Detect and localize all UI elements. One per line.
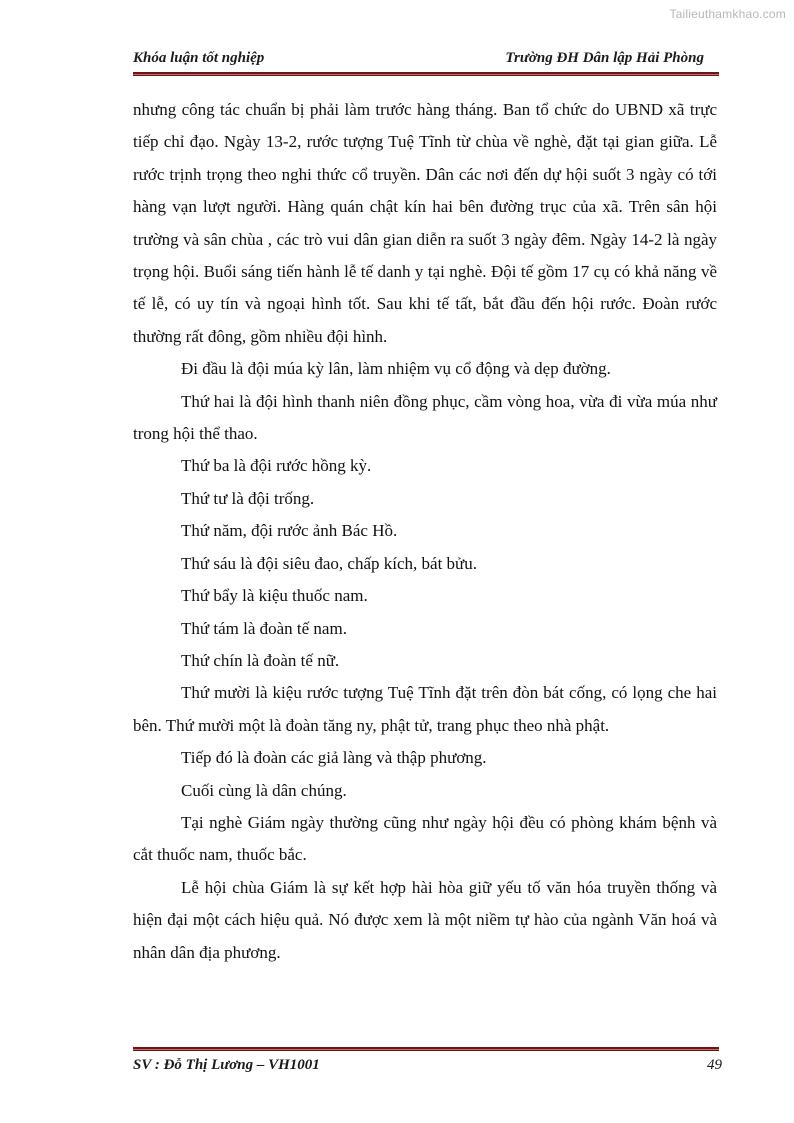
paragraph-6: Thứ năm, đội rước ảnh Bác Hồ. <box>181 521 398 541</box>
paragraph-11: Thứ mười là kiệu rước tượng Tuệ Tĩnh đặt trên đòn bát cống, có lọng che hai bên. Thứ mười một là đoàn tăng ny, phật tử, trang phục theo nhà phật. <box>133 683 717 735</box>
header-thesis-title: Khóa luận tốt nghiệp <box>133 50 265 66</box>
page-footer <box>133 1057 722 1074</box>
header-university: Trường ĐH Dân lập Hải Phòng <box>505 50 704 66</box>
page-number: 49 <box>707 1057 722 1073</box>
document-body <box>133 94 717 969</box>
paragraph-15: Lễ hội chùa Giám là sự kết hợp hài hòa giữ yếu tố văn hóa truyền thống và hiện đại một cách hiệu quả. Nó được xem là một niềm tự hào của ngành Văn hoá và nhân dân địa phương. <box>133 877 717 962</box>
paragraph-3: Thứ hai là đội hình thanh niên đồng phục, cầm vòng hoa, vừa đi vừa múa như trong hội thể thao. <box>133 391 717 444</box>
footer-divider <box>133 1047 719 1051</box>
paragraph-10: Thứ chín là đoàn tế nữ. <box>181 650 340 670</box>
paragraph-13: Cuối cùng là dân chúng. <box>181 780 347 800</box>
paragraph-4: Thứ ba là đội rước hồng kỳ. <box>181 456 372 476</box>
footer-author: SV : Đỗ Thị Lương – VH1001 <box>133 1057 320 1073</box>
paragraph-7: Thứ sáu là đội siêu đao, chấp kích, bát bửu. <box>181 553 478 573</box>
paragraph-8: Thứ bẩy là kiệu thuốc nam. <box>181 586 368 606</box>
watermark: Tailieuthamkhao.com <box>669 7 786 21</box>
page-header <box>133 50 704 67</box>
paragraph-5: Thứ tư là đội trống. <box>181 488 315 508</box>
paragraph-12: Tiếp đó là đoàn các giả làng và thập phương. <box>181 748 487 768</box>
paragraph-1: nhưng công tác chuẩn bị phải làm trước hàng tháng. Ban tổ chức do UBND xã trực tiếp chỉ đạo. Ngày 13-2, rước tượng Tuệ Tĩnh từ chùa về nghè, đặt tại gian giữa. Lễ rước trịnh trọng theo nghi thức cổ truyền. Dân các nơi đến dự hội suốt 3 ngày có tới hàng vạn lượt người. Hàng quán chật kín hai bên đường trục của xã. Trên sân hội trường và sân chùa , các trò vui dân gian diễn ra suốt 3 ngày đêm. Ngày 14-2 là ngày trọng hội. Buổi sáng tiến hành lễ tế danh y tại nghè. Đội tế gồm 17 cụ có khả năng về tế lễ, có uy tín và ngoại hình tốt. Sau khi tế tất, bắt đầu đến hội rước. Đoàn rước thường rất đông, gồm nhiều đội hình. <box>133 100 717 346</box>
header-divider <box>133 72 719 76</box>
paragraph-14: Tại nghè Giám ngày thường cũng như ngày hội đều có phòng khám bệnh và cắt thuốc nam, thuốc bắc. <box>133 812 717 865</box>
paragraph-9: Thứ tám là đoàn tế nam. <box>181 618 347 638</box>
paragraph-2: Đi đầu là đội múa kỳ lân, làm nhiệm vụ cổ động và dẹp đường. <box>181 359 611 379</box>
